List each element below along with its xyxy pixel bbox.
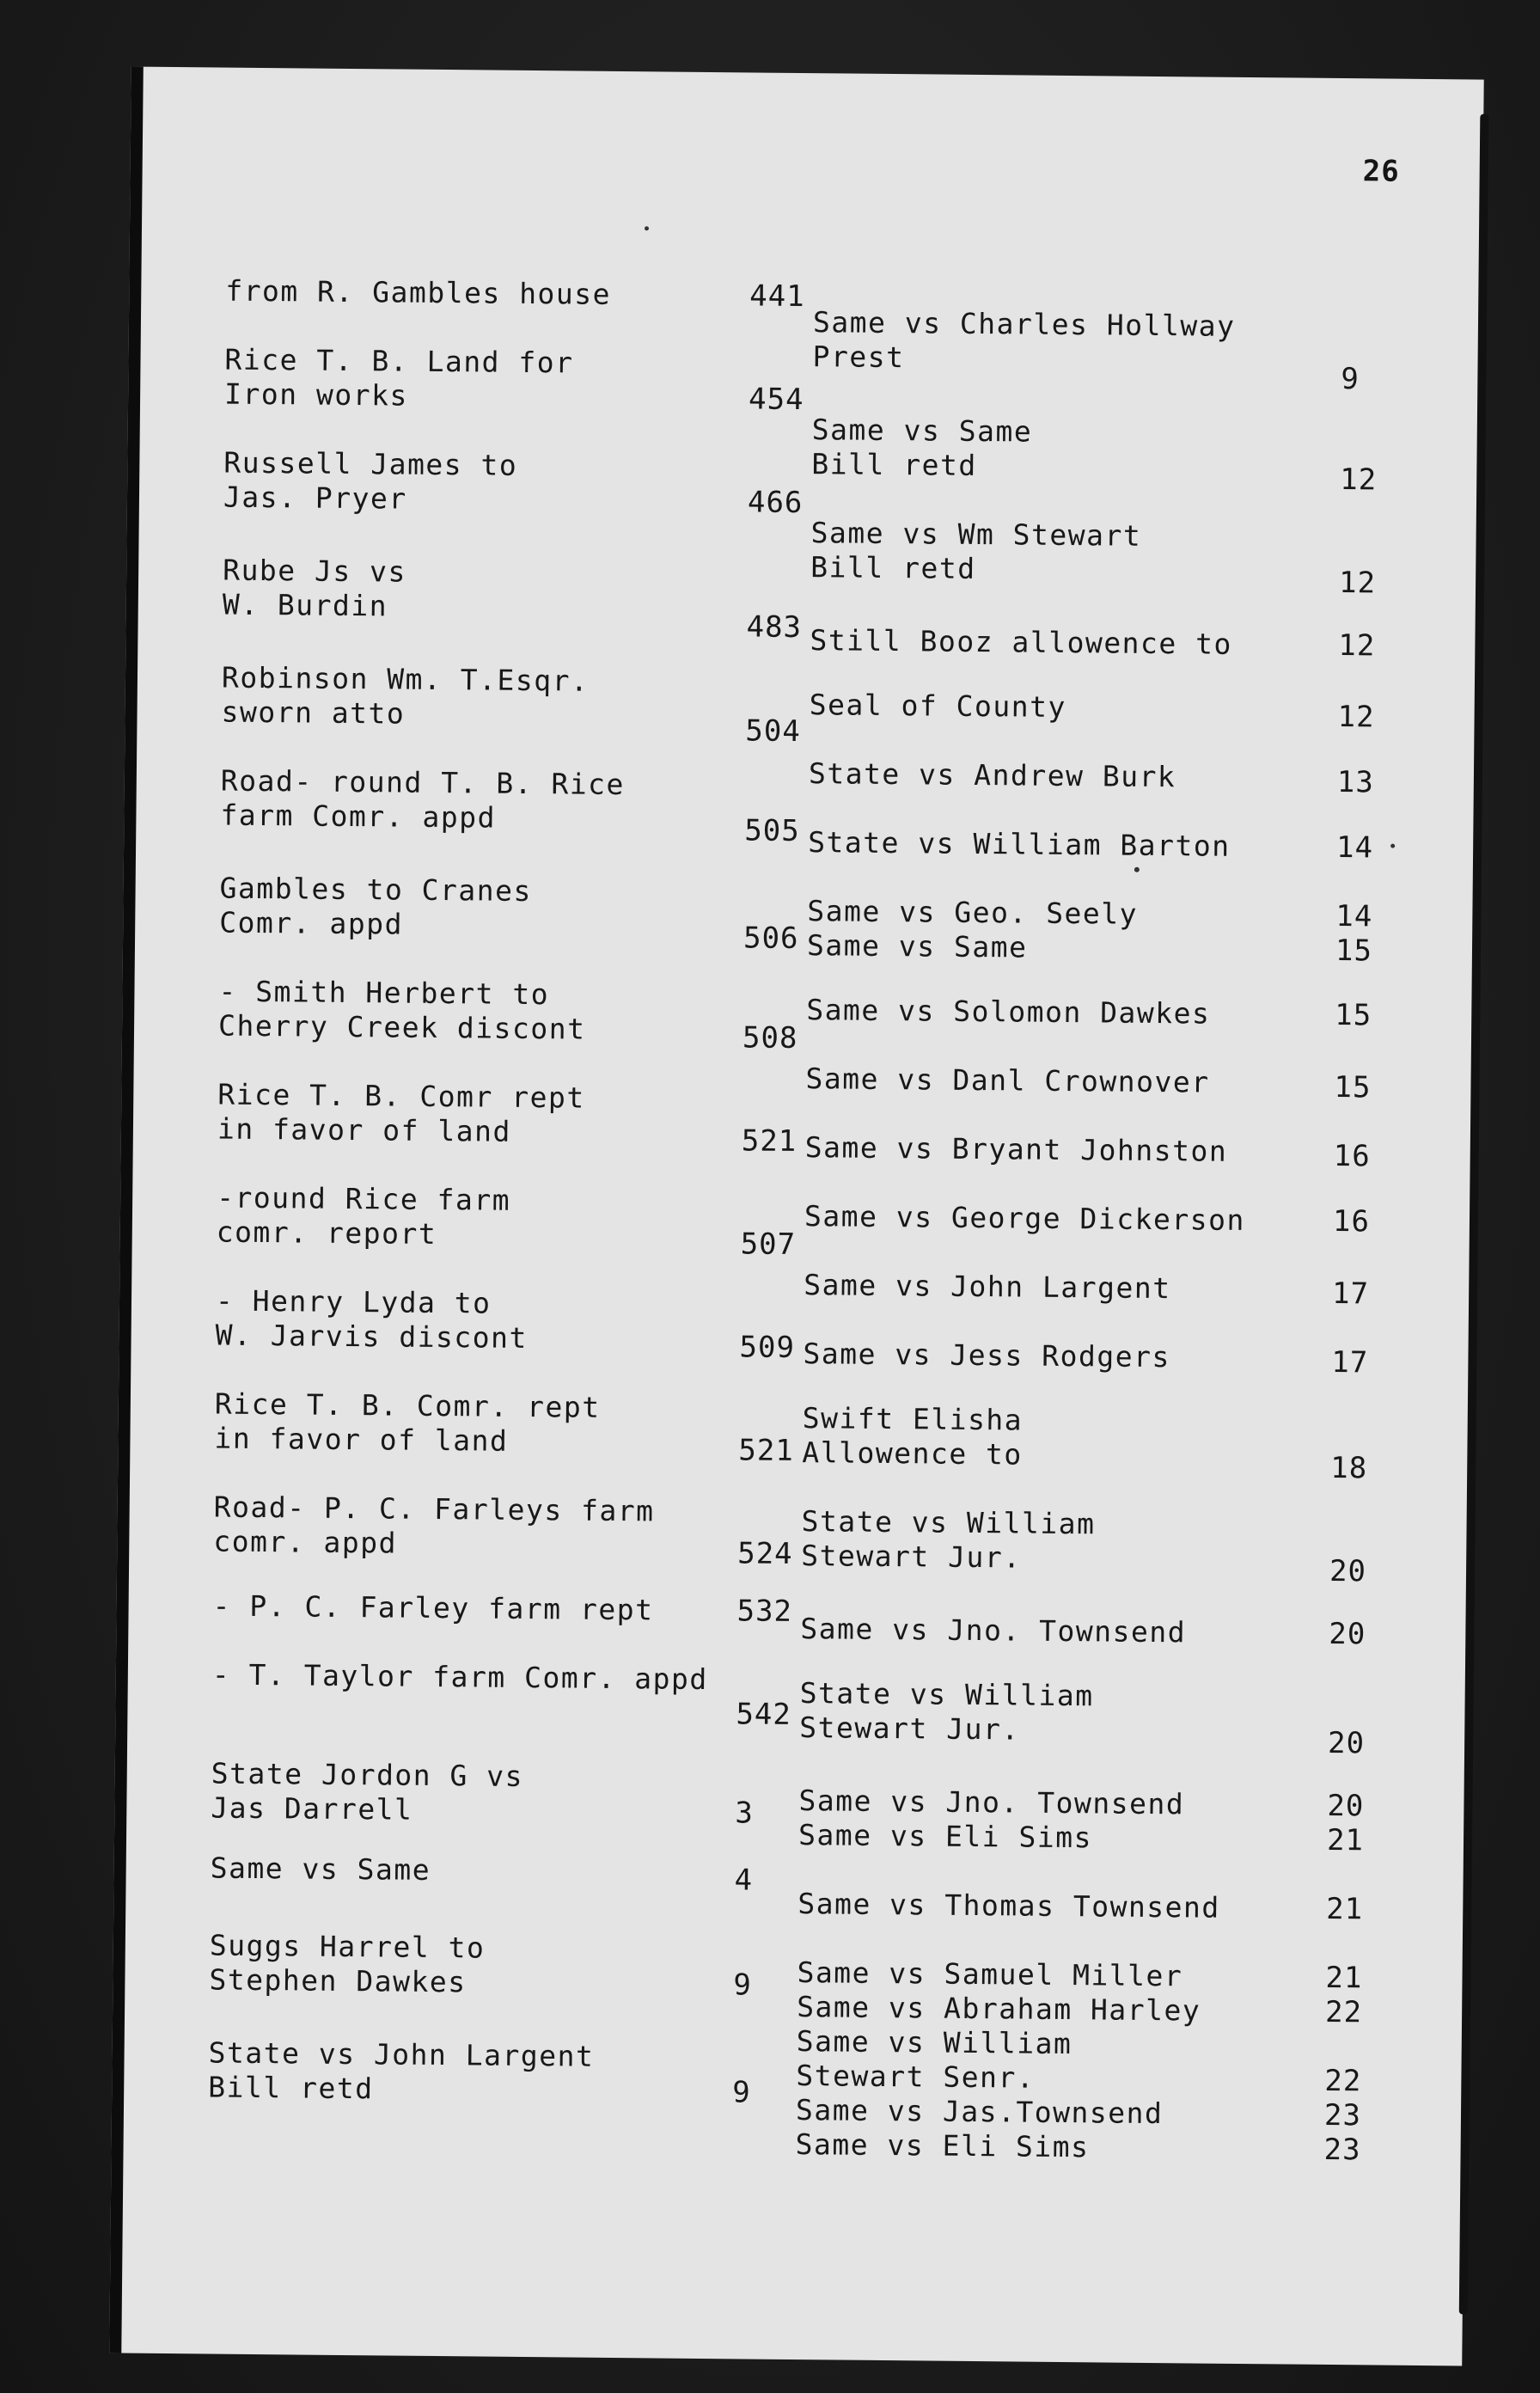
entry-page-ref: 506	[742, 921, 799, 957]
index-entry	[801, 1504, 1386, 1589]
entry-text: from R. Gambles house	[225, 273, 612, 311]
entry-page-ref: 524	[737, 1536, 793, 1571]
entry-page-ref: 15	[1335, 998, 1372, 1033]
index-entry	[812, 305, 1397, 397]
entry-page-ref: 20	[1329, 1553, 1367, 1589]
entry-text: Same vs Bryant Johnston	[804, 1130, 1228, 1168]
entry-page-ref: 18	[1330, 1450, 1368, 1486]
entry-page-ref: 466	[747, 485, 804, 521]
entry-page-ref: 454	[748, 382, 804, 418]
entry-page-ref: 21 22 22 23 23	[1323, 1960, 1363, 2168]
index-entry	[208, 2035, 845, 2110]
entry-text: Same vs Danl Crownover	[805, 1062, 1210, 1099]
ink-speck	[645, 226, 649, 230]
entry-page-ref: 532	[736, 1594, 793, 1629]
entry-page-ref: 12	[1340, 462, 1378, 498]
entry-text: Swift Elisha Allowence to	[802, 1401, 1024, 1472]
index-entry	[216, 1180, 853, 1262]
entry-page-ref: 15	[1334, 1069, 1372, 1105]
index-entry	[225, 274, 861, 315]
index-entry	[804, 1268, 1388, 1312]
index-entry	[221, 660, 858, 750]
entry-page-ref: 17	[1331, 1276, 1370, 1312]
index-entry	[809, 688, 1394, 735]
entry-text: Same vs Jno. Townsend Same vs Eli Sims	[798, 1784, 1185, 1855]
entry-text: Same vs Jno. Townsend	[800, 1612, 1187, 1649]
entry-text: State vs John Largent Bill retd	[208, 2035, 595, 2106]
index-entry	[803, 1337, 1387, 1380]
index-entry	[800, 1612, 1384, 1652]
entry-text: State Jordon G vs Jas Darrell	[211, 1756, 524, 1827]
entry-text: Suggs Harrel to Stephen Dawkes	[209, 1928, 486, 1999]
entry-text: - Smith Herbert to Cherry Creek discont	[217, 974, 586, 1046]
entry-page-ref: 509	[739, 1330, 796, 1365]
entry-page-ref: 542	[736, 1697, 792, 1732]
entry-page-ref: 504	[745, 713, 802, 750]
entry-text: State vs William Stewart Jur.	[799, 1676, 1094, 1747]
index-entry	[223, 446, 860, 521]
index-entry	[217, 974, 855, 1056]
entry-page-ref: 16	[1332, 1203, 1371, 1239]
entry-page-ref: 16	[1333, 1138, 1371, 1174]
entry-text: Gambles to Cranes Comr. appd	[219, 871, 533, 941]
index-entry	[806, 993, 1390, 1033]
index-entry	[798, 1887, 1382, 1927]
index-entry	[802, 1401, 1387, 1486]
entry-page-ref: 521	[738, 1433, 794, 1468]
entry-page-ref: 20	[1329, 1616, 1366, 1652]
ink-speck	[1390, 844, 1395, 848]
entry-text: Robinson Wm. T.Esqr. sworn atto	[221, 660, 590, 731]
index-entry	[217, 1077, 854, 1159]
ink-speck	[1134, 867, 1140, 872]
index-entry	[222, 553, 859, 646]
entry-page-ref: 4	[734, 1863, 754, 1898]
entry-text: Road- round T. B. Rice farm Comr. appd	[220, 763, 626, 835]
index-entry	[224, 343, 861, 418]
index-entry	[798, 1784, 1384, 1858]
entry-page-ref: 12	[1338, 628, 1376, 664]
entry-text: -round Rice farm comr. report	[216, 1180, 511, 1251]
entry-text: Same vs Wm Stewart Bill retd	[810, 516, 1142, 585]
entry-text: Still Booz allowence to	[810, 623, 1233, 661]
index-entry	[211, 1756, 847, 1831]
index-entry	[211, 1657, 848, 1732]
index-entry	[808, 825, 1392, 866]
entry-text: Rice T. B. Comr. rept in favor of land	[214, 1386, 601, 1458]
entry-text: Rice T. B. Land for Iron works	[223, 342, 574, 413]
entry-text: Same vs Same Bill retd	[811, 413, 1033, 482]
entry-text: Road- P. C. Farleys farm comr. appd	[213, 1490, 655, 1560]
index-entry	[210, 1851, 846, 1898]
index-entry	[214, 1386, 851, 1468]
index-entry	[219, 871, 856, 957]
entry-text: Same vs Jess Rodgers	[803, 1337, 1170, 1374]
entry-page-ref: 21	[1326, 1891, 1364, 1927]
entry-text: Same vs Same	[210, 1851, 431, 1887]
entry-page-ref: 12	[1337, 700, 1375, 735]
entry-page-ref: 521	[741, 1123, 798, 1159]
entry-text: Seal of County	[809, 688, 1067, 724]
entry-text: Same vs Charles Hollway Prest	[812, 305, 1236, 375]
entry-text: Russell James to Jas. Pryer	[223, 445, 518, 516]
entry-page-ref: 441	[749, 278, 805, 315]
entry-page-ref: 9	[1341, 362, 1360, 397]
index-entry	[805, 1062, 1390, 1105]
index-entry	[804, 1199, 1389, 1239]
entry-page-ref: 9	[732, 2075, 751, 2110]
index-entry	[810, 516, 1396, 601]
entry-page-ref: 9	[733, 1968, 753, 2003]
entry-text: - T. Taylor farm Comr. appd	[211, 1657, 708, 1697]
entry-text: Rube Js vs W. Burdin	[222, 553, 407, 623]
entry-text: State vs Andrew Burk	[808, 756, 1176, 794]
entry-text: Same vs John Largent	[804, 1268, 1171, 1306]
index-entry	[810, 623, 1394, 664]
index-entry	[220, 763, 857, 849]
entry-page-ref: 14	[1335, 830, 1374, 866]
index-entry	[209, 1928, 846, 2003]
index-entry	[795, 1955, 1381, 2168]
entry-page-ref: 483	[746, 609, 803, 646]
entry-page-ref: 13	[1336, 765, 1375, 800]
entry-page-ref: 508	[742, 1020, 798, 1056]
index-entry	[212, 1589, 848, 1630]
index-entry	[804, 1130, 1390, 1174]
entry-text: Same vs George Dickerson	[804, 1199, 1245, 1238]
entry-page-ref: 12	[1338, 566, 1377, 601]
index-entry	[811, 413, 1396, 498]
entry-page-ref: 20	[1327, 1725, 1366, 1761]
entry-text: Same vs Solomon Dawkes	[806, 993, 1211, 1031]
index-entry	[213, 1490, 850, 1571]
entry-text: Same vs Geo. Seely Same vs Same	[806, 894, 1139, 964]
entry-text: Same vs Samuel Miller Same vs Abraham Harley Same vs William Stewart Senr. Same vs Jas.Townsend Same vs Eli Sims	[795, 1955, 1201, 2164]
entry-page-ref: 20 21	[1326, 1788, 1365, 1858]
entry-text: Rice T. B. Comr rept in favor of land	[217, 1077, 585, 1148]
index-entry	[799, 1676, 1384, 1761]
entry-page-ref: 505	[744, 813, 800, 849]
entry-text: - P. C. Farley farm rept	[212, 1588, 654, 1627]
index-entry	[807, 894, 1392, 969]
entry-text: - Henry Lyda to W. Jarvis discont	[215, 1283, 529, 1355]
page-number: 26	[1362, 154, 1400, 189]
index-entry	[808, 756, 1393, 800]
entry-page-ref: 17	[1331, 1344, 1369, 1380]
ledger-page	[109, 67, 1483, 2366]
entry-page-ref: 507	[740, 1227, 797, 1262]
entry-page-ref: 3	[735, 1796, 755, 1831]
entry-text: State vs William Barton	[807, 825, 1231, 863]
index-entry	[215, 1283, 852, 1365]
entry-page-ref: 14 15	[1335, 899, 1373, 969]
entry-text: Same vs Thomas Townsend	[798, 1887, 1220, 1925]
entry-text: State vs William Stewart Jur.	[801, 1504, 1096, 1575]
